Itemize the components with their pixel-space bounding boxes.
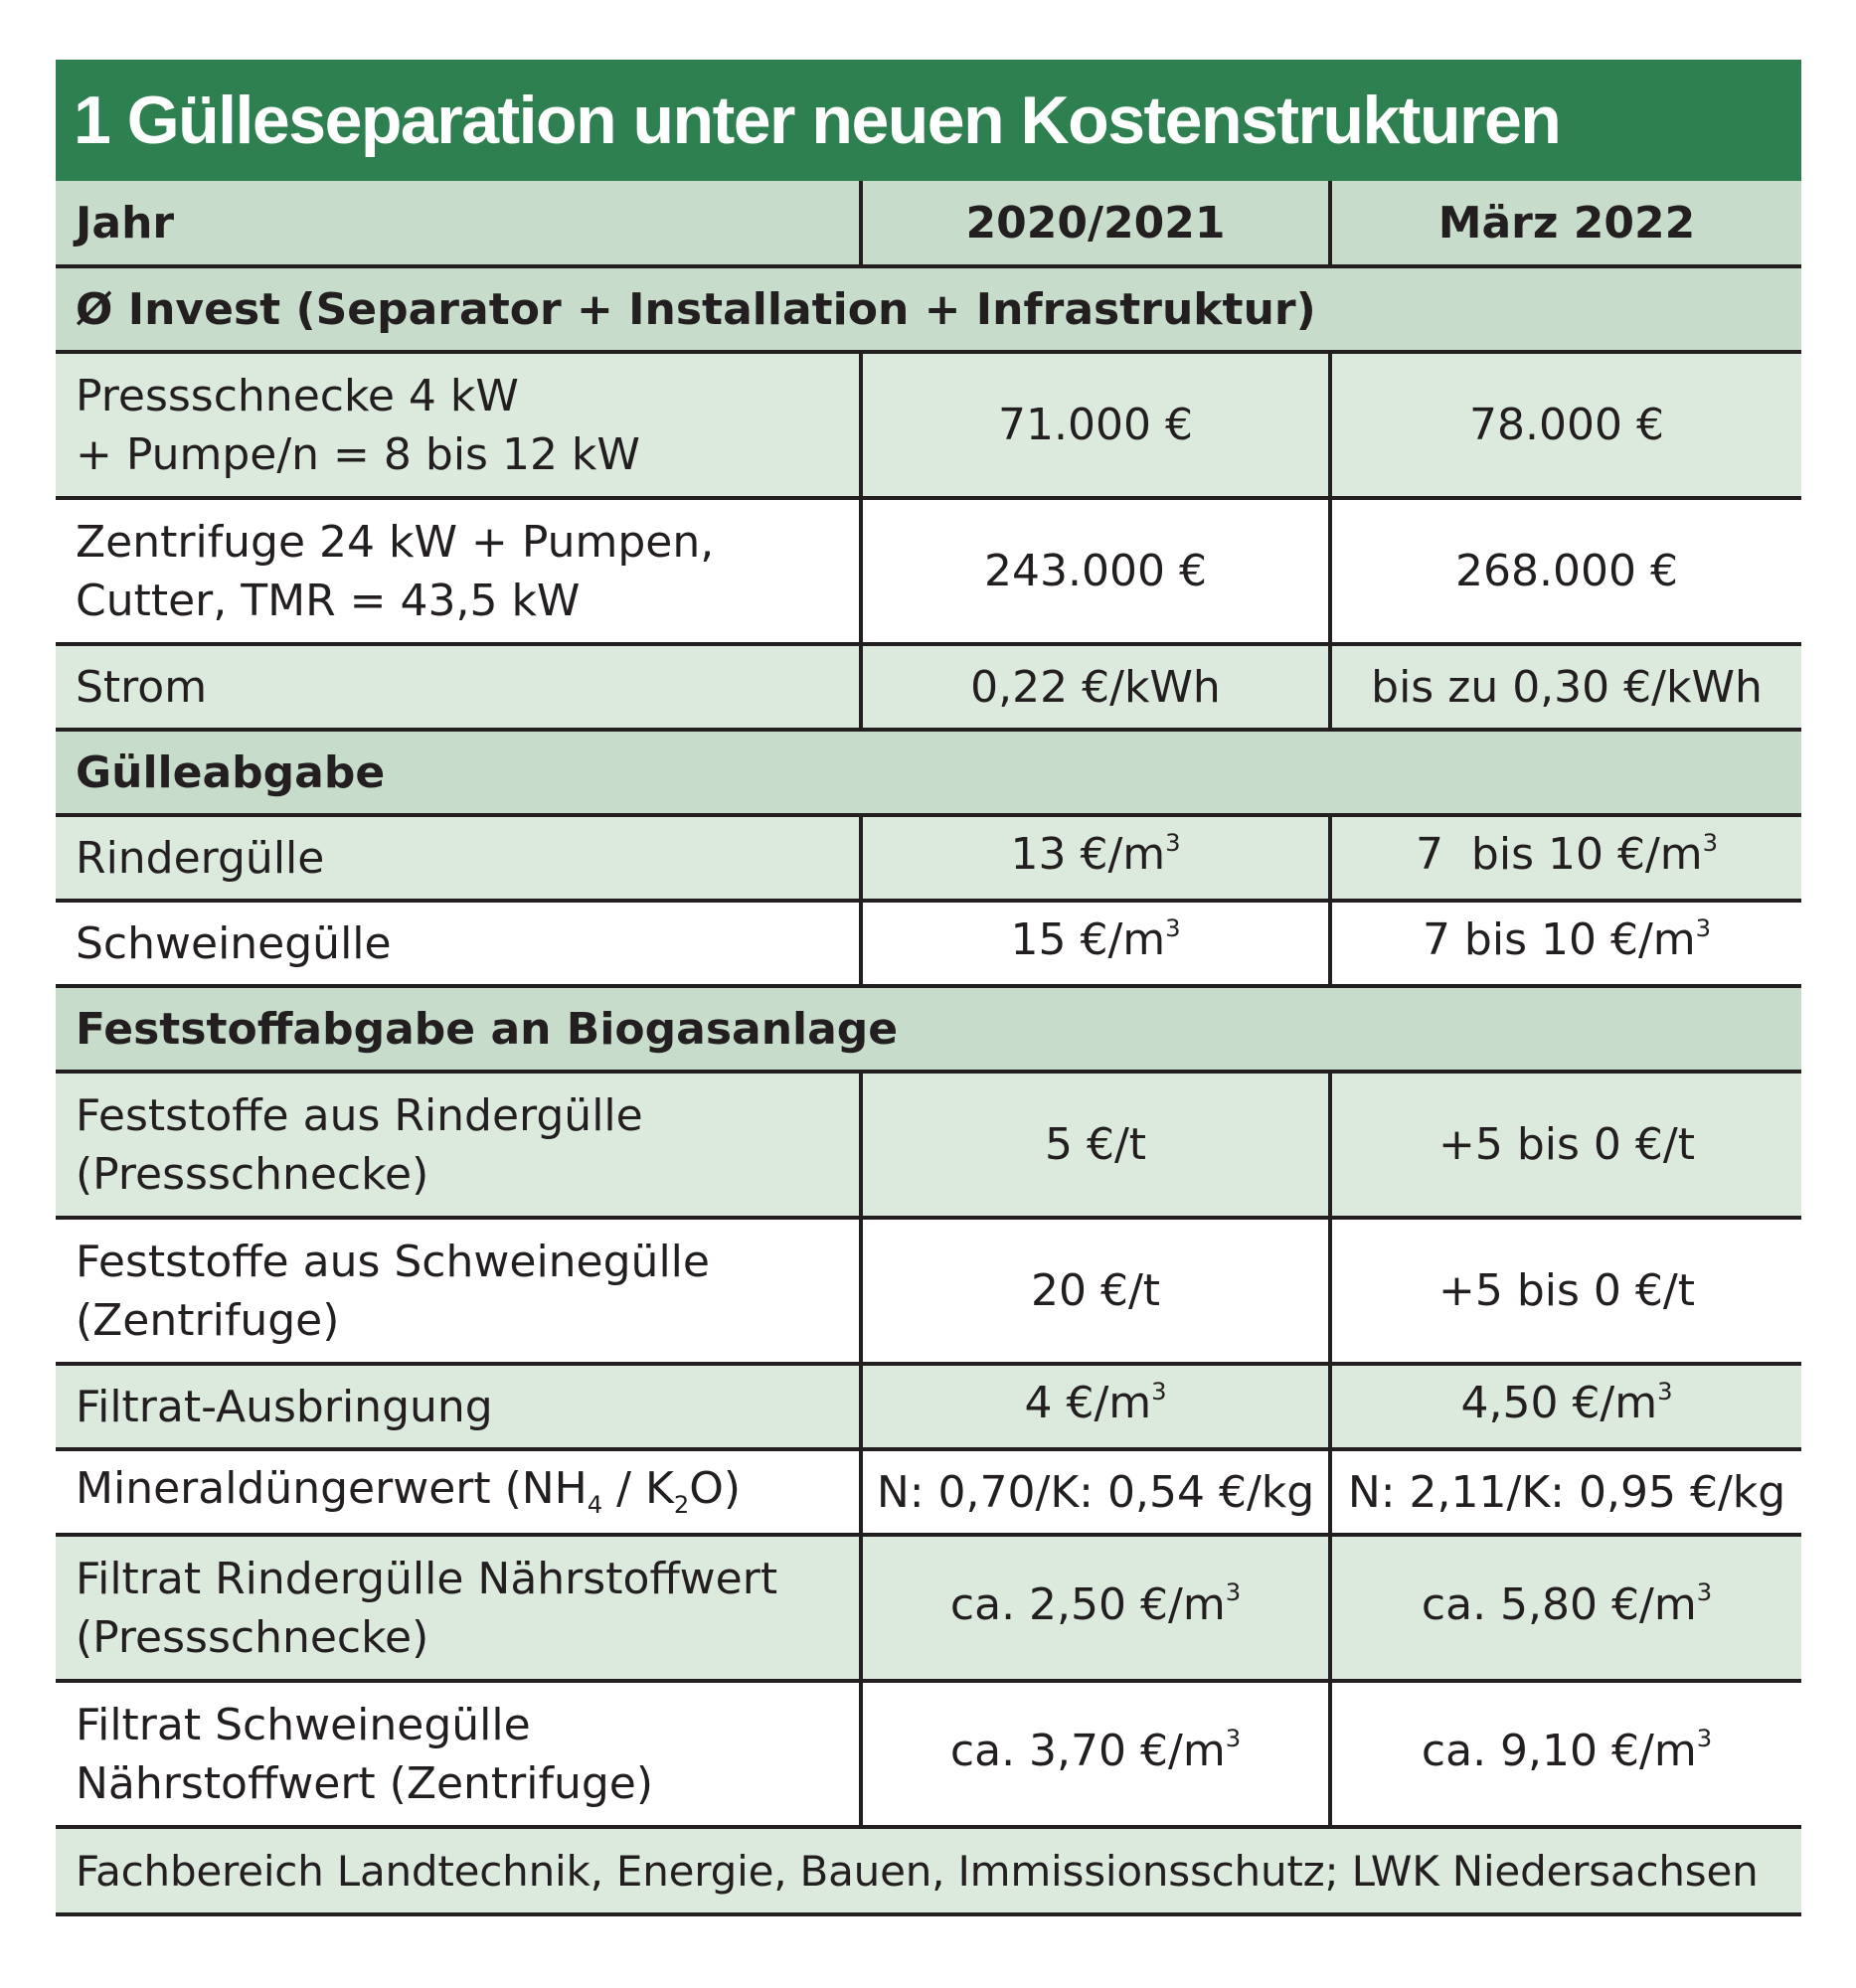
unit-exponent: 3 xyxy=(1165,828,1181,857)
table-row-feststoffe-schwein xyxy=(56,1218,1801,1364)
value-2020-2021 xyxy=(861,815,1330,901)
row-label-line2: (Pressschnecke) xyxy=(76,1148,429,1200)
table-row-pressschnecke xyxy=(56,352,1801,498)
row-label: Strom xyxy=(56,644,861,730)
row-label xyxy=(56,1218,861,1364)
value-maerz-2022 xyxy=(1330,1535,1801,1681)
value-text: 15 €/m xyxy=(1010,914,1166,965)
cost-table-figure xyxy=(56,60,1801,1916)
value-maerz-2022 xyxy=(1330,1681,1801,1827)
table-row-filtrat xyxy=(56,1364,1801,1449)
value-2020-2021 xyxy=(861,1535,1330,1681)
unit-exponent: 3 xyxy=(1225,1725,1242,1753)
row-label xyxy=(56,1535,861,1681)
row-label xyxy=(56,1681,861,1827)
row-label-line2: (Pressschnecke) xyxy=(76,1611,429,1663)
subscript: 2 xyxy=(673,1490,690,1519)
row-label-line1: Feststoffe aus Rindergülle xyxy=(76,1089,643,1141)
source-row xyxy=(56,1827,1801,1914)
row-label-line1: Filtrat Rindergülle Nährstoffwert xyxy=(76,1553,778,1604)
row-label xyxy=(56,1449,861,1535)
row-label: Schweinegülle xyxy=(56,901,861,986)
row-label-line1: Zentrifuge 24 kW + Pumpen, xyxy=(76,516,715,568)
value-maerz-2022 xyxy=(1330,901,1801,986)
value-2020-2021: N: 0,70/K: 0,54 €/kg xyxy=(861,1449,1330,1535)
unit-exponent: 3 xyxy=(1657,1377,1673,1406)
value-maerz-2022: +5 bis 0 €/t xyxy=(1330,1072,1801,1218)
value-text: ca. 2,50 €/m xyxy=(949,1578,1226,1630)
table-row-schweineguelle xyxy=(56,901,1801,986)
value-maerz-2022: 268.000 € xyxy=(1330,498,1801,644)
unit-exponent: 3 xyxy=(1695,913,1712,942)
row-label-line1: Filtrat Schweinegülle xyxy=(76,1699,531,1750)
value-maerz-2022 xyxy=(1330,815,1801,901)
value-text: ca. 9,10 €/m xyxy=(1421,1725,1697,1776)
table-row-feststoffe-rind xyxy=(56,1072,1801,1218)
unit-exponent: 3 xyxy=(1696,1578,1713,1607)
row-label-line2: Nährstoffwert (Zentrifuge) xyxy=(76,1757,654,1809)
row-label xyxy=(56,352,861,498)
subscript: 4 xyxy=(587,1490,603,1519)
value-2020-2021: 5 €/t xyxy=(861,1072,1330,1218)
value-text: 7 bis 10 €/m xyxy=(1415,829,1703,880)
row-label-line1: Pressschnecke 4 kW xyxy=(76,370,519,421)
section-row-invest xyxy=(56,266,1801,352)
value-text: 4,50 €/m xyxy=(1460,1378,1658,1428)
table-title: 1 Gülleseparation unter neuen Kostenstrukturen xyxy=(56,60,1801,181)
label-part: O) xyxy=(689,1463,742,1514)
value-text: ca. 5,80 €/m xyxy=(1421,1578,1697,1630)
value-text: 7 bis 10 €/m xyxy=(1422,914,1696,965)
row-label-line2: Cutter, TMR = 43,5 kW xyxy=(76,575,581,626)
value-maerz-2022: +5 bis 0 €/t xyxy=(1330,1218,1801,1364)
value-2020-2021: 243.000 € xyxy=(861,498,1330,644)
row-label-line2: (Zentrifuge) xyxy=(76,1294,340,1346)
value-2020-2021 xyxy=(861,1681,1330,1827)
table-row-zentrifuge xyxy=(56,498,1801,644)
unit-exponent: 3 xyxy=(1165,913,1181,942)
value-maerz-2022: bis zu 0,30 €/kWh xyxy=(1330,644,1801,730)
value-2020-2021 xyxy=(861,901,1330,986)
header-2020-2021: 2020/2021 xyxy=(861,181,1330,266)
value-text: 13 €/m xyxy=(1010,829,1166,880)
table-row-filtrat-schwein xyxy=(56,1681,1801,1827)
value-maerz-2022: 78.000 € xyxy=(1330,352,1801,498)
table-row-strom xyxy=(56,644,1801,730)
label-part: / K xyxy=(602,1463,674,1514)
header-row xyxy=(56,181,1801,266)
label-part: Mineraldüngerwert (NH xyxy=(76,1463,588,1514)
table-row-mineral xyxy=(56,1449,1801,1535)
value-2020-2021: 71.000 € xyxy=(861,352,1330,498)
row-label-line2: + Pumpe/n = 8 bis 12 kW xyxy=(76,428,640,480)
header-year: Jahr xyxy=(56,181,861,266)
header-maerz-2022: März 2022 xyxy=(1330,181,1801,266)
row-label: Filtrat-Ausbringung xyxy=(56,1364,861,1449)
value-2020-2021: 0,22 €/kWh xyxy=(861,644,1330,730)
value-maerz-2022: N: 2,11/K: 0,95 €/kg xyxy=(1330,1449,1801,1535)
value-2020-2021: 20 €/t xyxy=(861,1218,1330,1364)
section-row-guelleabgabe xyxy=(56,730,1801,815)
unit-exponent: 3 xyxy=(1696,1725,1713,1753)
source-note: Fachbereich Landtechnik, Energie, Bauen, Immissionsschutz; LWK Niedersachsen xyxy=(56,1827,1801,1914)
value-text: 4 €/m xyxy=(1024,1378,1152,1428)
row-label xyxy=(56,1072,861,1218)
cost-table xyxy=(56,181,1801,1916)
unit-exponent: 3 xyxy=(1151,1377,1167,1406)
table-row-rinderguelle xyxy=(56,815,1801,901)
row-label xyxy=(56,498,861,644)
value-text: ca. 3,70 €/m xyxy=(949,1725,1226,1776)
section-invest: Ø Invest (Separator + Installation + Infrastruktur) xyxy=(56,266,1801,352)
unit-exponent: 3 xyxy=(1702,828,1719,857)
section-guelleabgabe: Gülleabgabe xyxy=(56,730,1801,815)
row-label-line1: Feststoffe aus Schweinegülle xyxy=(76,1236,710,1287)
table-row-filtrat-rind xyxy=(56,1535,1801,1681)
row-label: Rindergülle xyxy=(56,815,861,901)
unit-exponent: 3 xyxy=(1225,1578,1242,1607)
value-2020-2021 xyxy=(861,1364,1330,1449)
value-maerz-2022 xyxy=(1330,1364,1801,1449)
section-feststoff: Feststoffabgabe an Biogasanlage xyxy=(56,986,1801,1072)
section-row-feststoff xyxy=(56,986,1801,1072)
